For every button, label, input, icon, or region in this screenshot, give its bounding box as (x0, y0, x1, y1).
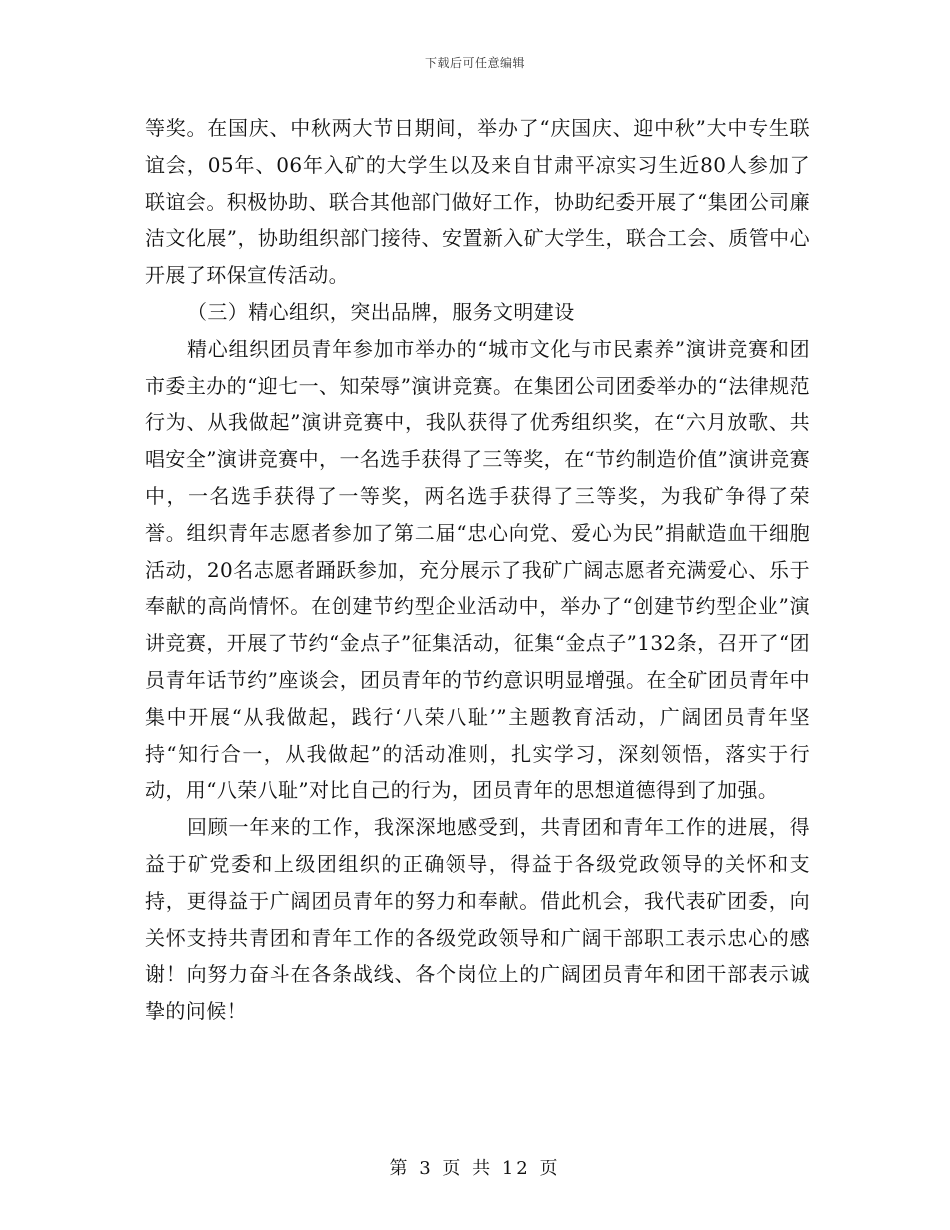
section-heading: （三）精心组织，突出品牌，服务文明建设 (187, 299, 575, 324)
paragraph-activities: 精心组织团员青年参加市举办的“城市文化与市民素养”演讲竞赛和团市委主办的“迎七一、知荣辱”演讲竞赛。在集团公司团委举办的“法律规范行为、从我做起”演讲竞赛中，我队获得了优秀组织奖，在“六月放歌、共唱安全”演讲竞赛中，一名选手获得了三等奖，在“节约制造价值”演讲竞赛中，一名选手获得了一等奖，两名选手获得了三等奖，为我矿争得了荣誉。组织青年志愿者参加了第二届“忠心向党、爱心为民”捐献造血干细胞活动，20名志愿者踊跃参加，充分展示了我矿广阔志愿者充满爱心、乐于奉献的高尚情怀。在创建节约型企业活动中，举办了“创建节约型企业”演讲竞赛，开展了节约“金点子”征集活动，征集“金点子”132条，召开了“团员青年话节约”座谈会，团员青年的节约意识明显增强。在全矿团员青年中集中开展“从我做起，践行‘八荣八耻’”主题教育活动，广阔团员青年坚持“知行合一，从我做起”的活动准则，扎实学习，深刻领悟，落实于行动，用“八荣八耻”对比自己的行为，团员青年的思想道德得到了加强。 (145, 336, 810, 803)
page-header-note: 下载后可任意编辑 (424, 56, 525, 70)
paragraph-review: 回顾一年来的工作，我深深地感受到，共青团和青年工作的进展，得益于矿党委和上级团组织的正确领导，得益于各级党政领导的关怀和支持，更得益于广阔团员青年的努力和奉献。借此机会，我代表矿团委，向关怀支持共青团和青年工作的各级党政领导和广阔干部职工表示忠心的感谢！向努力奋斗在各条战线、各个岗位上的广阔团员青年和团干部表示诚挚的问候！ (145, 815, 810, 1024)
paragraph-continuation: 等奖。在国庆、中秋两大节日期间，举办了“庆国庆、迎中秋”大中专生联谊会，05年、06年入矿的大学生以及来自甘肃平凉实习生近80人参加了联谊会。积极协助、联合其他部门做好工作，协助纪委开展了“集团公司廉洁文化展”，协助组织部门接待、安置新入矿大学生，联合工会、质管中心开展了环保宣传活动。 (145, 116, 810, 288)
page-number-footer: 第 3 页 共 12 页 (389, 1158, 561, 1179)
document-body (145, 110, 810, 1030)
